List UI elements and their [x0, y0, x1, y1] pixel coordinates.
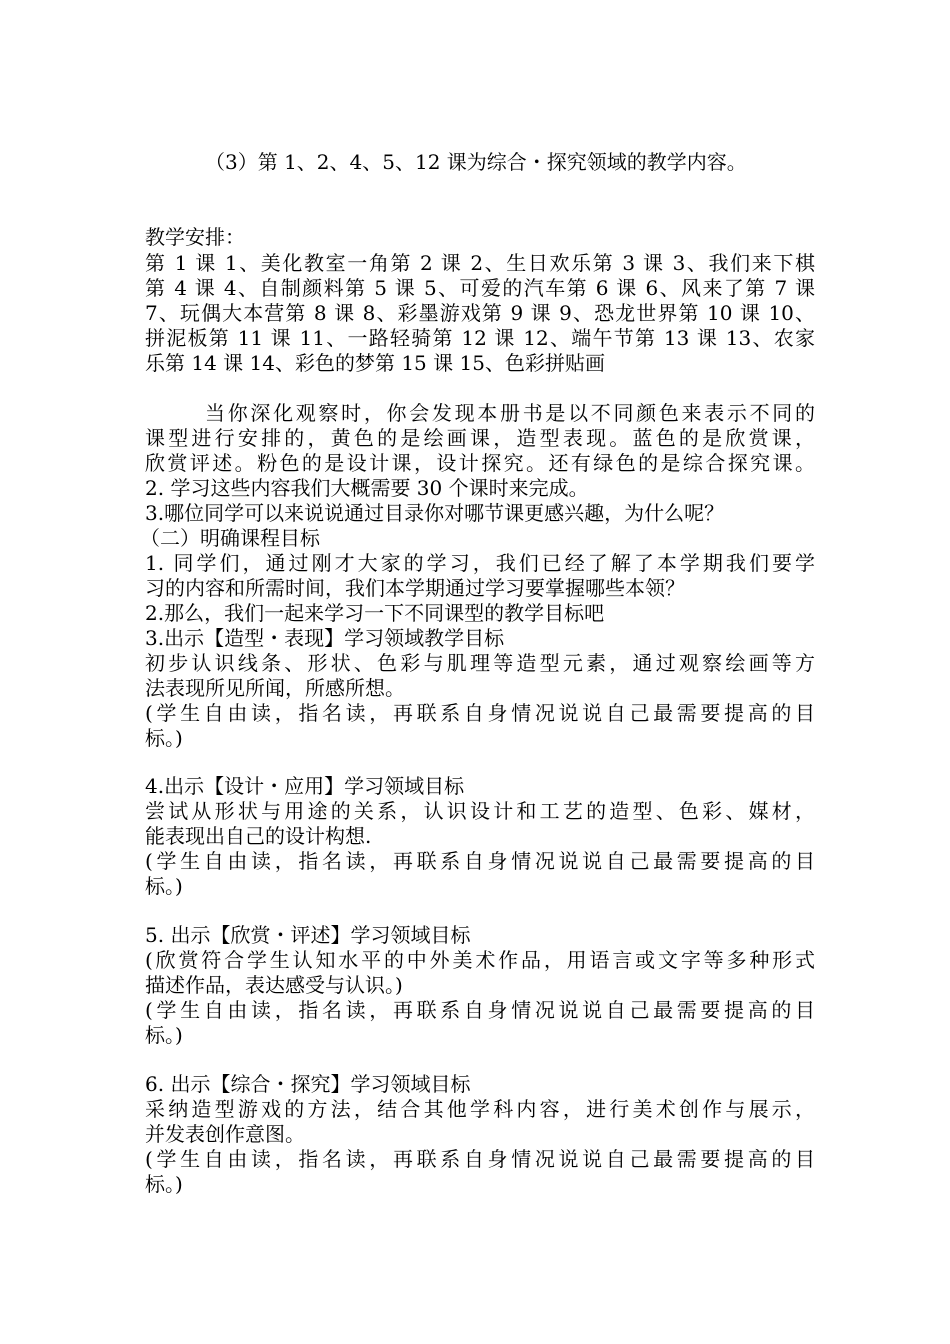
- observation-line-3: 欣赏评述。粉色的是设计课，设计探究。还有绿色的是综合探究课。: [145, 451, 815, 475]
- student-note-1-line-1: (学生自由读，指名读，再联系自身情况说说自己最需要提高的目: [145, 701, 815, 725]
- p4-title: 4.出示【设计・应用】学习领域目标: [145, 774, 465, 798]
- section-p1-line-2: 习的内容和所需时间，我们本学期通过学习要掌握哪些本领？: [145, 576, 685, 600]
- p5-line-1: (欣赏符合学生认知水平的中外美术作品，用语言或文字等多种形式: [145, 948, 815, 972]
- p3-line-2: 法表现所见所闻，所感所想。: [145, 676, 405, 700]
- observation-line-2: 课型进行安排的，黄色的是绘画课，造型表现。蓝色的是欣赏课，: [145, 426, 815, 450]
- p6-title: 6. 出示【综合・探究】学习领域目标: [145, 1072, 471, 1096]
- schedule-line-2: 第 4 课 4、自制颜料第 5 课 5、可爱的汽车第 6 课 6、风来了第 7 课: [145, 276, 815, 300]
- schedule-line-1: 第 1 课 1、美化教室一角第 2 课 2、生日欢乐第 3 课 3、我们来下棋: [145, 251, 815, 275]
- p6-line-2: 并发表创作意图。: [145, 1122, 305, 1146]
- section-p1-line-1: 1. 同学们，通过刚才大家的学习，我们已经了解了本学期我们要学: [145, 551, 815, 575]
- p5-title: 5. 出示【欣赏・评述】学习领域目标: [145, 923, 471, 947]
- student-note-1-line-2: 标。): [145, 726, 183, 750]
- intro-line: （3）第 1、2、4、5、12 课为综合・探究领域的教学内容。: [205, 150, 747, 174]
- schedule-line-5: 乐第 14 课 14、彩色的梦第 15 课 15、色彩拼贴画: [145, 351, 605, 375]
- p5-line-2: 描述作品，表达感受与认识。): [145, 973, 403, 997]
- p4-line-1: 尝试从形状与用途的关系，认识设计和工艺的造型、色彩、媒材，: [145, 799, 815, 823]
- schedule-line-3: 7、玩偶大本营第 8 课 8、彩墨游戏第 9 课 9、恐龙世界第 10 课 10、: [145, 301, 815, 325]
- schedule-line-4: 拼泥板第 11 课 11、一路轻骑第 12 课 12、端午节第 13 课 13、农家: [145, 326, 815, 350]
- section-heading: （二）明确课程目标: [140, 526, 320, 550]
- schedule-heading: 教学安排：: [145, 225, 245, 249]
- student-note-3-line-2: 标。): [145, 1023, 183, 1047]
- p3-title: 3.出示【造型・表现】学习领域教学目标: [145, 626, 505, 650]
- student-note-4-line-1: (学生自由读，指名读，再联系自身情况说说自己最需要提高的目: [145, 1147, 815, 1171]
- section-p2: 2.那么，我们一起来学习一下不同课型的教学目标吧: [145, 601, 605, 625]
- p6-line-1: 采纳造型游戏的方法，结合其他学科内容，进行美术创作与展示，: [145, 1097, 815, 1121]
- item-3: 3.哪位同学可以来说说通过目录你对哪节课更感兴趣，为什么呢？: [145, 501, 725, 525]
- student-note-4-line-2: 标。): [145, 1172, 183, 1196]
- student-note-3-line-1: (学生自由读，指名读，再联系自身情况说说自己最需要提高的目: [145, 998, 815, 1022]
- student-note-2-line-1: (学生自由读，指名读，再联系自身情况说说自己最需要提高的目: [145, 849, 815, 873]
- p4-line-2: 能表现出自己的设计构想.: [145, 824, 372, 848]
- p3-line-1: 初步认识线条、形状、色彩与肌理等造型元素，通过观察绘画等方: [145, 651, 815, 675]
- item-2: 2. 学习这些内容我们大概需要 30 个课时来完成。: [145, 476, 589, 500]
- observation-line-1: 当你深化观察时，你会发现本册书是以不同颜色来表示不同的: [205, 401, 815, 425]
- student-note-2-line-2: 标。): [145, 874, 183, 898]
